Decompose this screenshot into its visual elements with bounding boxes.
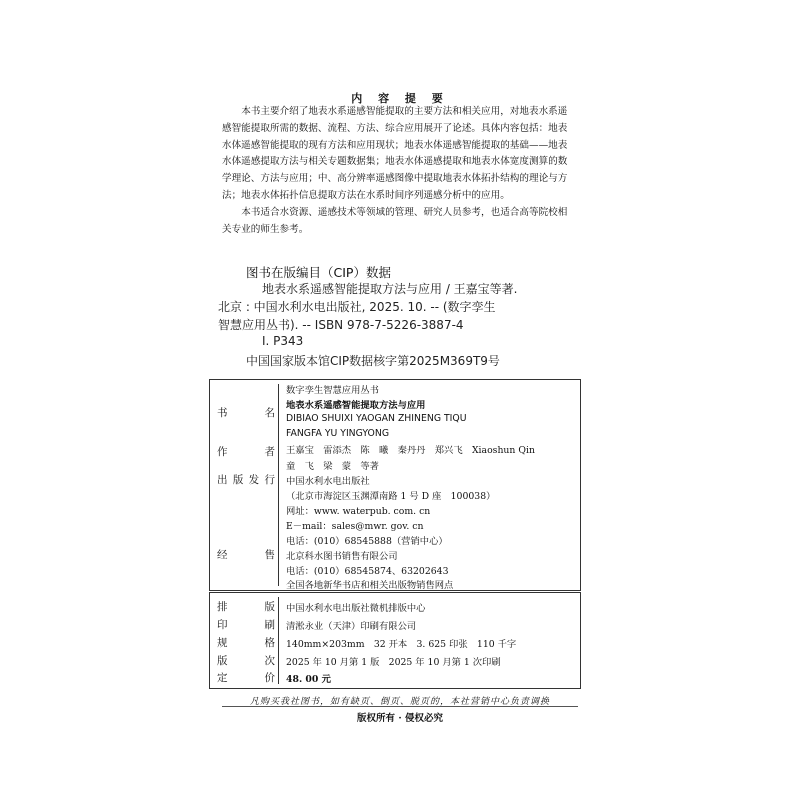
- publisher: 中国水利水电出版社: [286, 476, 370, 487]
- summary-line: 学理论、方法与应用；中、高分辨率遥感图像中提取地表水体拓扑结构的理论与方: [222, 173, 568, 185]
- author-label: 作 者: [217, 446, 275, 458]
- spec-label: 规 格: [217, 637, 275, 649]
- column-divider: [278, 384, 279, 586]
- cip-line: 中国国家版本馆CIP数据核字第2025M369T9号: [246, 354, 500, 368]
- price-label: 定 价: [217, 672, 275, 684]
- cip-line: 北京 : 中国水利水电出版社, 2025. 10. -- (数字孪生: [218, 300, 496, 314]
- summary-title: 内 容 提 要: [351, 92, 449, 105]
- book-pinyin: FANGFA YU YINGYONG: [286, 428, 390, 439]
- edition-label: 版 次: [217, 655, 275, 667]
- edition: 2025 年 10 月第 1 版 2025 年 10 月第 1 次印刷: [286, 657, 501, 668]
- copyright-notice: 版权所有 · 侵权必究: [357, 713, 443, 724]
- series-name: 数字孪生智慧应用丛书: [286, 385, 379, 396]
- cip-heading: 图书在版编目（CIP）数据: [246, 265, 391, 280]
- distributor-phone: 电话：(010）68545874、63202643: [286, 566, 449, 577]
- book-title: 地表水系遥感智能提取方法与应用: [286, 400, 426, 411]
- summary-line: 水体遥感智能提取的现有方法和应用现状；地表水体遥感智能提取的基础——地表: [222, 139, 568, 151]
- distributor: 北京科水图书销售有限公司: [286, 551, 398, 562]
- price: 48. 00 元: [286, 674, 331, 685]
- publisher-label: 出版发行: [217, 474, 275, 486]
- cip-line: Ⅰ. P343: [262, 334, 304, 348]
- summary-line: 法；地表水体拓扑信息提取方法在水系时间序列遥感分析中的应用。: [222, 189, 510, 201]
- authors: 童 飞 梁 蒙 等著: [286, 461, 379, 472]
- spec: 140mm×203mm 32 开本 3. 625 印张 110 千字: [286, 639, 517, 650]
- publisher-address: （北京市海淀区玉渊潭南路 1 号 D 座 100038）: [286, 491, 496, 502]
- production-box: [209, 592, 581, 689]
- typeset: 中国水利水电出版社微机排版中心: [286, 603, 426, 614]
- cip-line: 智慧应用丛书). -- ISBN 978-7-5226-3887-4: [218, 318, 464, 332]
- distributor-label: 经 售: [217, 549, 275, 561]
- printer: 清淞永业（天津）印刷有限公司: [286, 621, 417, 632]
- summary-line: 本书主要介绍了地表水系遥感智能提取的主要方法和相关应用，对地表水系遥: [241, 106, 568, 117]
- publisher-phone: 电话：(010）68545888（营销中心）: [286, 536, 448, 547]
- book-label: 书 名: [217, 407, 275, 419]
- summary-line: 感智能提取所需的数据、流程、方法、综合应用展开了论述。具体内容包括：地表: [222, 122, 568, 134]
- summary-paragraph-1: [222, 104, 592, 238]
- print-label: 印 刷: [217, 619, 275, 631]
- website: 网址：www. waterpub. com. cn: [286, 506, 431, 517]
- replacement-note: 凡购买我社图书，如有缺页、倒页、脱页的，本社营销中心负责调换: [249, 697, 550, 707]
- typeset-label: 排 版: [217, 601, 275, 613]
- distributor-note: 全国各地新华书店和相关出版物销售网点: [286, 580, 454, 591]
- email: E－mail：sales@mwr. gov. cn: [286, 521, 424, 532]
- summary-line: 本书适合水资源、遥感技术等领域的管理、研究人员参考，也适合高等院校相: [241, 206, 568, 218]
- cip-line: 地表水系遥感智能提取方法与应用 / 王嘉宝等著.: [262, 282, 518, 296]
- summary-line: 水体遥感提取方法与相关专题数据集；地表水体遥感提取和地表水体宽度测算的数: [222, 156, 568, 168]
- column-divider: [278, 597, 279, 684]
- colophon-box: [209, 379, 581, 591]
- summary-line: 关专业的师生参考。: [222, 223, 309, 235]
- authors: 王嘉宝 雷添杰 陈 曦 秦丹丹 郑兴飞 Xiaoshun Qin: [286, 445, 535, 456]
- book-pinyin: DIBIAO SHUIXI YAOGAN ZHINENG TIQU: [286, 413, 467, 424]
- footer-divider: [222, 706, 578, 707]
